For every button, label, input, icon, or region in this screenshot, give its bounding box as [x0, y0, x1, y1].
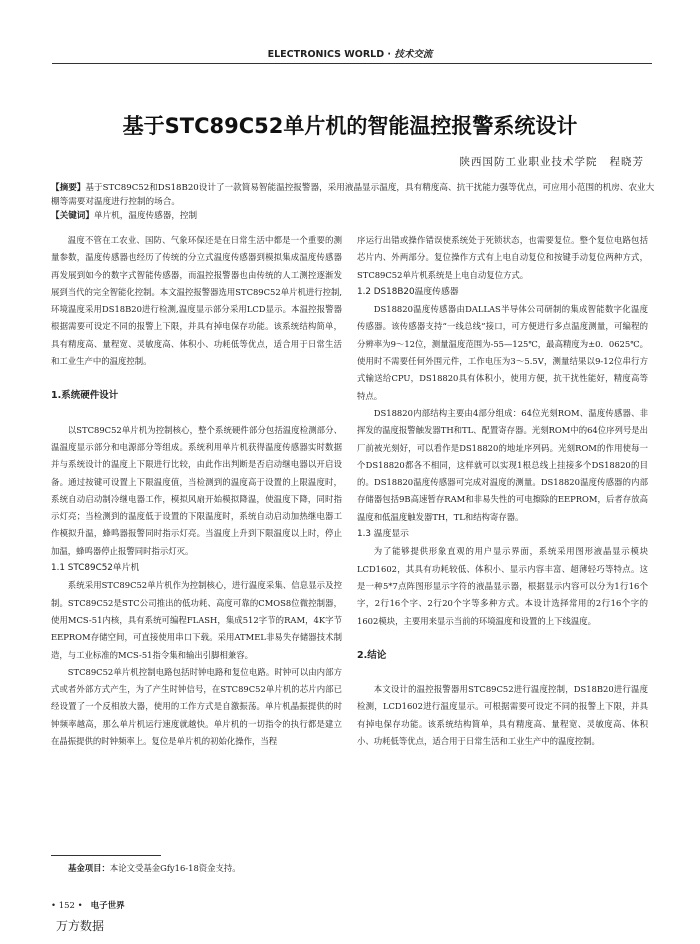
- author-name: 程晓芳: [609, 156, 644, 168]
- paragraph: 本文设计的温控报警器用STC89C52进行温度控制，DS18B20进行温度检测，LCD1602进行温度显示。可根据需要可设定不同的报警上下限，并具有掉电保存功能。该系统结构简单，具有精度高、量程宽、灵敏度高、体积小、功耗低等优点，适合用于日常生活和工业生产中的温度控制。: [357, 684, 648, 747]
- journal-header: [0, 46, 700, 60]
- right-column: [357, 232, 648, 750]
- left-column: [51, 232, 342, 750]
- footnote-text: 本论文受基金Gfy16-18资金支持。: [109, 863, 241, 873]
- section-name: 技术交流: [394, 49, 433, 60]
- paragraph: DS18820温度传感器由DALLAS半导体公司研制的集成智能数字化温度传感器。该传感器支持“一线总线”接口，可方便进行多点温度测量，可编程的分辨率为9～12位，测量温度范围为-55—125℃，最高精度为±0．0625℃。使用时不需要任何外围元件，工作电压为3～5.5V，测量结果以9-12位串行方式输送给CPU，DS18820具有体积小，使用方便，抗干扰性能好，精度高等特点。: [357, 304, 648, 401]
- article-title: 基于STC89C52单片机的智能温控报警系统设计: [122, 114, 578, 138]
- keywords-text: 单片机，温度传感器，控制: [93, 211, 198, 221]
- spacer: [357, 630, 648, 647]
- spacer: [51, 370, 342, 387]
- paragraph: 以STC89C52单片机为控制核心，整个系统硬件部分包括温度检测部分、温温度显示部分和电源部分等组成。系统利用单片机获得温度传感器实时数据并与系统设计的温度上下限进行比较，由此作出判断是否启动继电器以开启设备。通过按键可设置上下限温度值，当检测到的温度高于设置的上限温度时，系统自动启动制冷继电器工作，模拟风扇开始模拟降温，使温度下降，同时指示灯亮；当检测到的温度低于设置的下限温度时，系统自动启动加热继电器工作模拟升温，蜂鸣器报警同时指示灯亮。当温度上升到下限温度以上时，停止加温，蜂鸣器停止报警同时指示灯灭。: [51, 424, 342, 556]
- footnote-rule: [51, 855, 161, 856]
- paragraph: 为了能够提供形象直观的用户显示界面，系统采用图形液晶显示模块LCD1602，其具有功耗较低、体积小、显示内容丰富、超薄轻巧等特点。这是一种5*7点阵图形显示字符的液晶显示器，根据显示内容可以分为1行16个字，2行16个字、2行20个字等多种方式。本设计选择常用的2行16个字的1602模块，主要用来显示当前的环境温度和设置的上下线温度。: [357, 546, 648, 626]
- spacer: [51, 405, 342, 422]
- subsection-heading: 1.1 STC89C52单片机: [51, 563, 140, 574]
- footnote-label: 基金项目：: [68, 863, 110, 873]
- author-affiliation: 陕西国防工业职业技术学院: [459, 156, 598, 168]
- author-line: [460, 154, 645, 169]
- section-heading: 2.结论: [357, 649, 387, 661]
- watermark: 万方数据: [56, 919, 105, 933]
- journal-name: ELECTRONICS WORLD: [267, 49, 385, 60]
- paragraph: 温度不管在工农业、国防、气象环保还是在日常生活中都是一个重要的测量参数，温度传感器也经历了传统的分立式温度传感器到模拟集成温度传感器再发展到如今的数字式智能传感器，而温控报警器也由传统的人工测控逐渐发展到当代的完全智能化控制。本文温控报警器选用STC89C52单片机进行控制,环境温度采用DS18B20进行检测,温度显示部分采用LCD显示。本温控报警器根据需要可设定不同的报警上下限，并具有掉电保存功能。该系统结构简单，具有精度高、量程宽、灵敏度高、体积小、功耗低等优点，适合用于日常生活和工业生产中的温度控制。: [51, 235, 342, 367]
- paragraph: 序运行出错或操作错误使系统处于死锁状态，也需要复位。整个复位电路包括芯片内、外两部分。复位操作方式有上电自动复位和按键手动复位两种方式，STC89C52单片机系统是上电自动复位方式。: [357, 235, 648, 280]
- abstract: [51, 182, 657, 209]
- keywords: [51, 210, 657, 223]
- footnote: [68, 862, 241, 874]
- subsection-heading: 1.2 DS18B20温度传感器: [357, 286, 459, 297]
- abstract-label: 【摘要】: [51, 183, 86, 193]
- subsection-heading: 1.3 温度显示: [357, 529, 409, 540]
- spacer: [357, 664, 648, 681]
- paragraph: STC89C52单片机控制电路包括时钟电路和复位电路。时钟可以由内部方式或者外部方式产生，为了产生时钟信号，在STC89C52单片机的芯片内部已经设置了一个反相放大器，使用的工作方式是自激振荡。单片机晶振提供的时钟频率越高，那么单片机运行速度就越快。单片机的一切指令的执行都是建立在晶振提供的时钟频率上。复位是单片机的初始化操作，当程: [51, 666, 342, 747]
- header-rule: [52, 63, 652, 64]
- abstract-text: 基于STC89C52和DS18B20设计了一款简易智能温控报警器，采用液晶显示温度，具有精度高、抗干扰能力强等优点，可应用小范围的机房、农业大棚等需要对温度进行控制的场合。: [51, 183, 655, 207]
- paragraph: DS18820内部结构主要由4部分组成：64位光刻ROM、温度传感器、非挥发的温度报警触发器TH和TL、配置寄存器。光刻ROM中的64位序列号是出厂前被光刻好，可以看作是DS18820的地址序列码。光刻ROM的作用使每一个DS18820都各不相同，这样就可以实现1根总线上挂接多个DS18820的目的。DS18820温度传感器可完成对温度的测量。DS18820温度传感器的内部存储器包括9B高速暂存RAM和非易失性的可电擦除的EEPROM，后者存放高温度和低温度触发器TH，TL和结构寄存器。: [357, 407, 648, 522]
- paragraph: 系统采用STC89C52单片机作为控制核心，进行温度采集、信息显示及控制。STC89C52是STC公司推出的低功耗、高度可靠的CMOS8位微控制器，使用MCS-51内核，具有系统可编程FLASH，集成512字节的RAM，4K字节EEPROM存储空间，可直接使用串口下载。采用ATMEL非易失存储器技术制造，与工业标准的MCS-51指令集和输出引脚相兼容。: [51, 580, 342, 660]
- header-separator: ·: [384, 49, 395, 60]
- page-number: • 152 •: [51, 901, 83, 911]
- keywords-label: 【关键词】: [51, 211, 94, 221]
- page-footer: [51, 899, 125, 911]
- magazine-name: 电子世界: [90, 901, 125, 911]
- section-heading: 1.系统硬件设计: [51, 390, 119, 402]
